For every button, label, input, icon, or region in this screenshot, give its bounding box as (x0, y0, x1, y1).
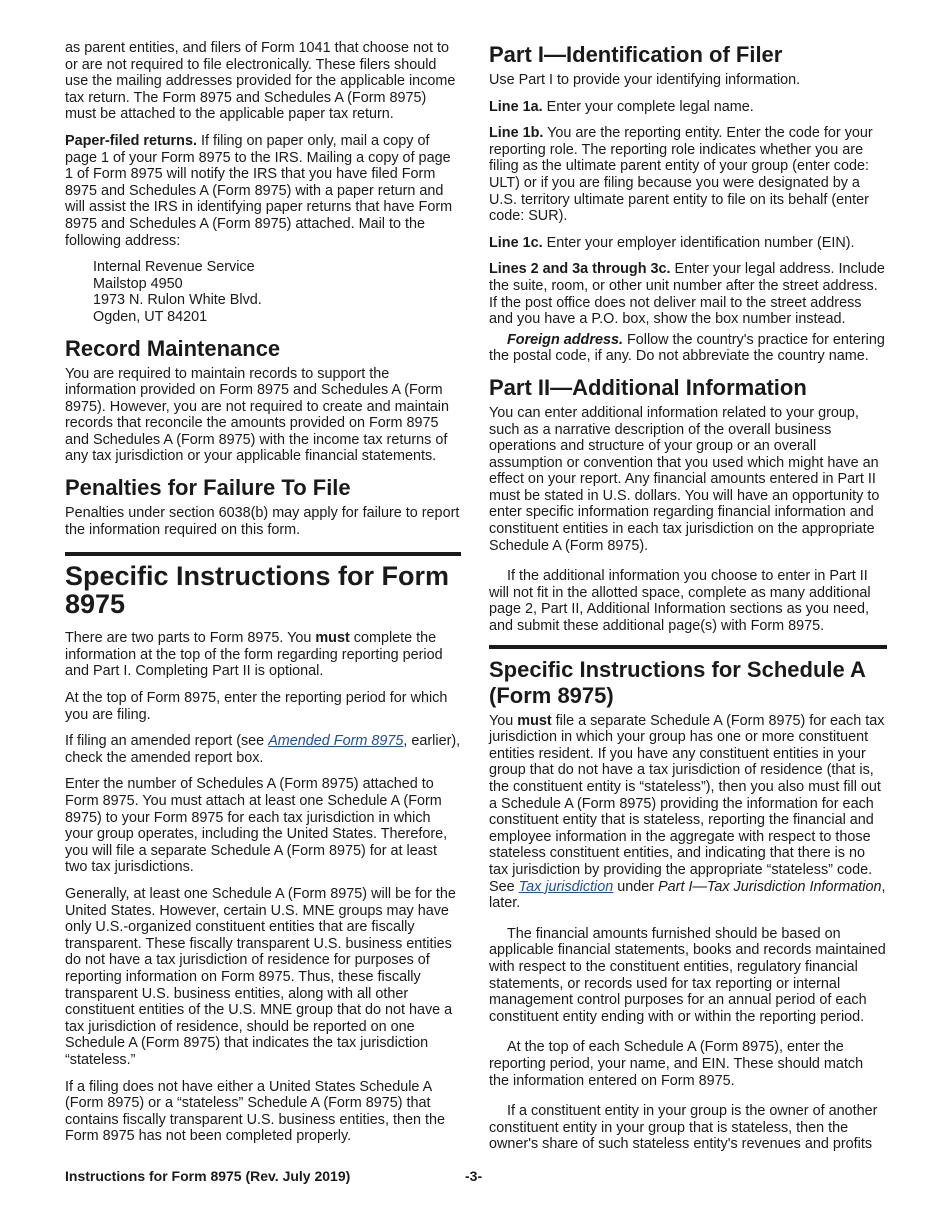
line1b-paragraph (489, 125, 887, 225)
line1a-text: Enter your complete legal name. (542, 98, 754, 115)
paper-filed-label: Paper-filed returns. (65, 132, 197, 149)
part2-more-paragraph: If the additional information you choose to enter in Part II will not fit in the allotted space, complete as many additional page 2, Part II, Additional Information sections as you need, and submit these additional page(s) with Form 8975. (489, 568, 871, 635)
amended-form-link[interactable]: Amended Form 8975 (268, 733, 404, 750)
schedule-a-heading: Specific Instructions for Schedule A (Form 8975) (489, 645, 887, 709)
two-parts-must: must (315, 630, 350, 647)
line1c-label: Line 1c. (489, 234, 543, 251)
left-column (65, 40, 461, 1155)
amended-paragraph (65, 733, 461, 766)
line1c-text: Enter your employer identification number (EIN). (542, 234, 855, 251)
schedule-a-text-d: , later. (489, 878, 886, 912)
lines2-3-paragraph (489, 261, 887, 327)
irs-mailing-address (93, 259, 461, 325)
two-parts-text-a: There are two parts to Form 8975. You (65, 630, 316, 647)
paper-filed-paragraph (65, 133, 461, 249)
address-line: 1973 N. Rulon White Blvd. (93, 292, 262, 309)
schedule-a-paragraph (489, 713, 887, 912)
line1a-label: Line 1a. (489, 98, 543, 115)
schedules-count-paragraph: Enter the number of Schedules A (Form 8975) attached to Form 8975. You must attach at least one Schedule A (Form 8975) to your Form 8975 for each tax jurisdiction in which your group operates, including the United States. Therefore, you will file a separate Schedule A (Form 8975) for at least two tax jurisdictions. (65, 776, 448, 876)
line1b-text: You are the reporting entity. Enter the code for your reporting role. The reporting role indicates whether you are filing as the ultimate parent entity of your group (enter code: ULT) or if you are filing because you were designated by a U.S. territory ultimate parent entity to file on its behalf (enter code: SUR). (489, 125, 873, 225)
specific-instructions-heading: Specific Instructions for Form 8975 (65, 552, 461, 618)
address-line: Mailstop 4950 (93, 275, 183, 292)
page-number: -3- (465, 1168, 483, 1184)
generally-paragraph: Generally, at least one Schedule A (Form 8975) will be for the United States. However, certain U.S. MNE groups may have only U.S.-organized constituent entities that are fiscally transparent. These fiscally transparent U.S. business entities do not have a tax jurisdiction of residence for purposes of reporting information on Form 8975. Thus, these fiscally transparent U.S. business entities, along with all other constituent entities of the U.S. MNE group that do not have a tax jurisdiction of residence, should be reported on one Schedule A (Form 8975) that indicates the tax jurisdiction “stateless.” (65, 885, 456, 1068)
penalties-heading: Penalties for Failure To File (65, 475, 351, 501)
schedule-a-italic: Part I—Tax Jurisdiction Information (658, 878, 882, 895)
right-column (489, 40, 887, 1163)
address-line: Internal Revenue Service (93, 259, 255, 276)
footer-title: Instructions for Form 8975 (Rev. July 2019) (65, 1168, 351, 1184)
reporting-period-paragraph: At the top of Form 8975, enter the reporting period for which you are filing. (65, 690, 448, 723)
schedule-a-text-a: You (489, 712, 518, 729)
part2-heading: Part II—Additional Information (489, 374, 807, 400)
foreign-address-label: Foreign address. (507, 331, 623, 348)
line1c-paragraph (489, 235, 887, 252)
part2-text: You can enter additional information related to your group, such as a narrative description of the overall business operations and structure of your group or an overall assumption or convention that you used which might have an effect on your report. Any financial amounts entered in Part II must be stated in U.S. dollars. You will have an opportunity to enter specific information regarding financial information and constituent entities in each tax jurisdiction on the appropriate Schedule A (Form 8975). (489, 404, 880, 554)
part1-heading: Part I—Identification of Filer (489, 42, 783, 67)
line1a-paragraph (489, 99, 887, 116)
at-top-paragraph: At the top of each Schedule A (Form 8975), enter the reporting period, your name, and EIN. These should match the information entered on Form 8975. (489, 1039, 864, 1089)
two-parts-text-b: complete the information at the top of the form regarding reporting period and Part I. Completing Part II is optional. (65, 630, 443, 680)
schedule-a-must: must (517, 712, 552, 729)
if-constituent-paragraph: If a constituent entity in your group is the owner of another constituent entity in your group that is stateless, then the owner's share of such stateless entity's revenues and profits (489, 1103, 878, 1153)
line1b-label: Line 1b. (489, 125, 544, 142)
amended-text-b: , earlier), check the amended report box. (65, 733, 461, 766)
penalties-text: Penalties under section 6038(b) may apply for failure to report the information required on this form. (65, 505, 460, 538)
foreign-address-text: Follow the country's practice for entering the postal code, if any. Do not abbreviate the country name. (489, 331, 885, 365)
page-footer (65, 1168, 887, 1184)
record-maintenance-heading: Record Maintenance (65, 335, 281, 361)
paper-filed-text: If filing on paper only, mail a copy of page 1 of your Form 8975 to the IRS. Mailing a copy of page 1 of Form 8975 will notify the IRS that you have filed Form 8975 and Schedules A (Form 8975) with a paper return and will assist the IRS in identifying paper returns that have Form 8975 and Schedules A (Form 8975) attached. Mail to the following address: (65, 132, 453, 249)
record-maintenance-text: You are required to maintain records to support the information provided on Form 8975 and Schedules A (Form 8975). However, you are not required to create and maintain records that reconcile the amounts provided on Form 8975 and Schedules A (Form 8975) with the income tax returns of any tax jurisdiction or your applicable financial statements. (65, 365, 449, 465)
part1-intro: Use Part I to provide your identifying information. (489, 72, 801, 88)
if-filing-paragraph: If a filing does not have either a United States Schedule A (Form 8975) or a “stateless” Schedule A (Form 8975) that contains fiscally transparent U.S. business entities, then the Form 8975 has not been completed properly. (65, 1078, 445, 1145)
address-line: Ogden, UT 84201 (93, 308, 208, 325)
two-parts-paragraph (65, 630, 461, 680)
lines2-3-label: Lines 2 and 3a through 3c. (489, 261, 671, 278)
schedule-a-text-b: file a separate Schedule A (Form 8975) for each tax jurisdiction in which your group has one or more constituent entities resident. If you have any constituent entities in your group that do not have a tax jurisdiction of residence (that is, the constituent entity is “stateless”), then you also must fill out a Schedule A (Form 8975) providing the information for each constituent entity that is stateless, reporting the financial and employee information in the aggregate with respect to those stateless constituent entities, and indicating that there is no tax jurisdiction by providing the appropriate “stateless” code. See (489, 712, 885, 895)
amended-text-a: If filing an amended report (see (65, 733, 269, 750)
financial-amounts-paragraph: The financial amounts furnished should be based on applicable financial statements, books and records maintained with respect to the constituent entities, regulatory financial statements, or records used for tax reporting or internal management control purposes for an annual period of each constituent entity ending with or within the reporting period. (489, 925, 886, 1025)
foreign-address-paragraph (489, 332, 887, 365)
lines2-3-text: Enter your legal address. Include the suite, room, or other unit number after the street address. If the post office does not deliver mail to the street address and you have a P.O. box, show the box number instead. (489, 261, 885, 328)
tax-jurisdiction-link[interactable]: Tax jurisdiction (518, 878, 614, 895)
continued-paragraph: as parent entities, and filers of Form 1041 that choose not to or are not required to file electronically. These filers should use the mailing addresses provided for the applicable income tax return. The Form 8975 and Schedules A (Form 8975) must be attached to the applicable paper tax return. (65, 40, 456, 123)
schedule-a-text-c: under (613, 878, 659, 895)
